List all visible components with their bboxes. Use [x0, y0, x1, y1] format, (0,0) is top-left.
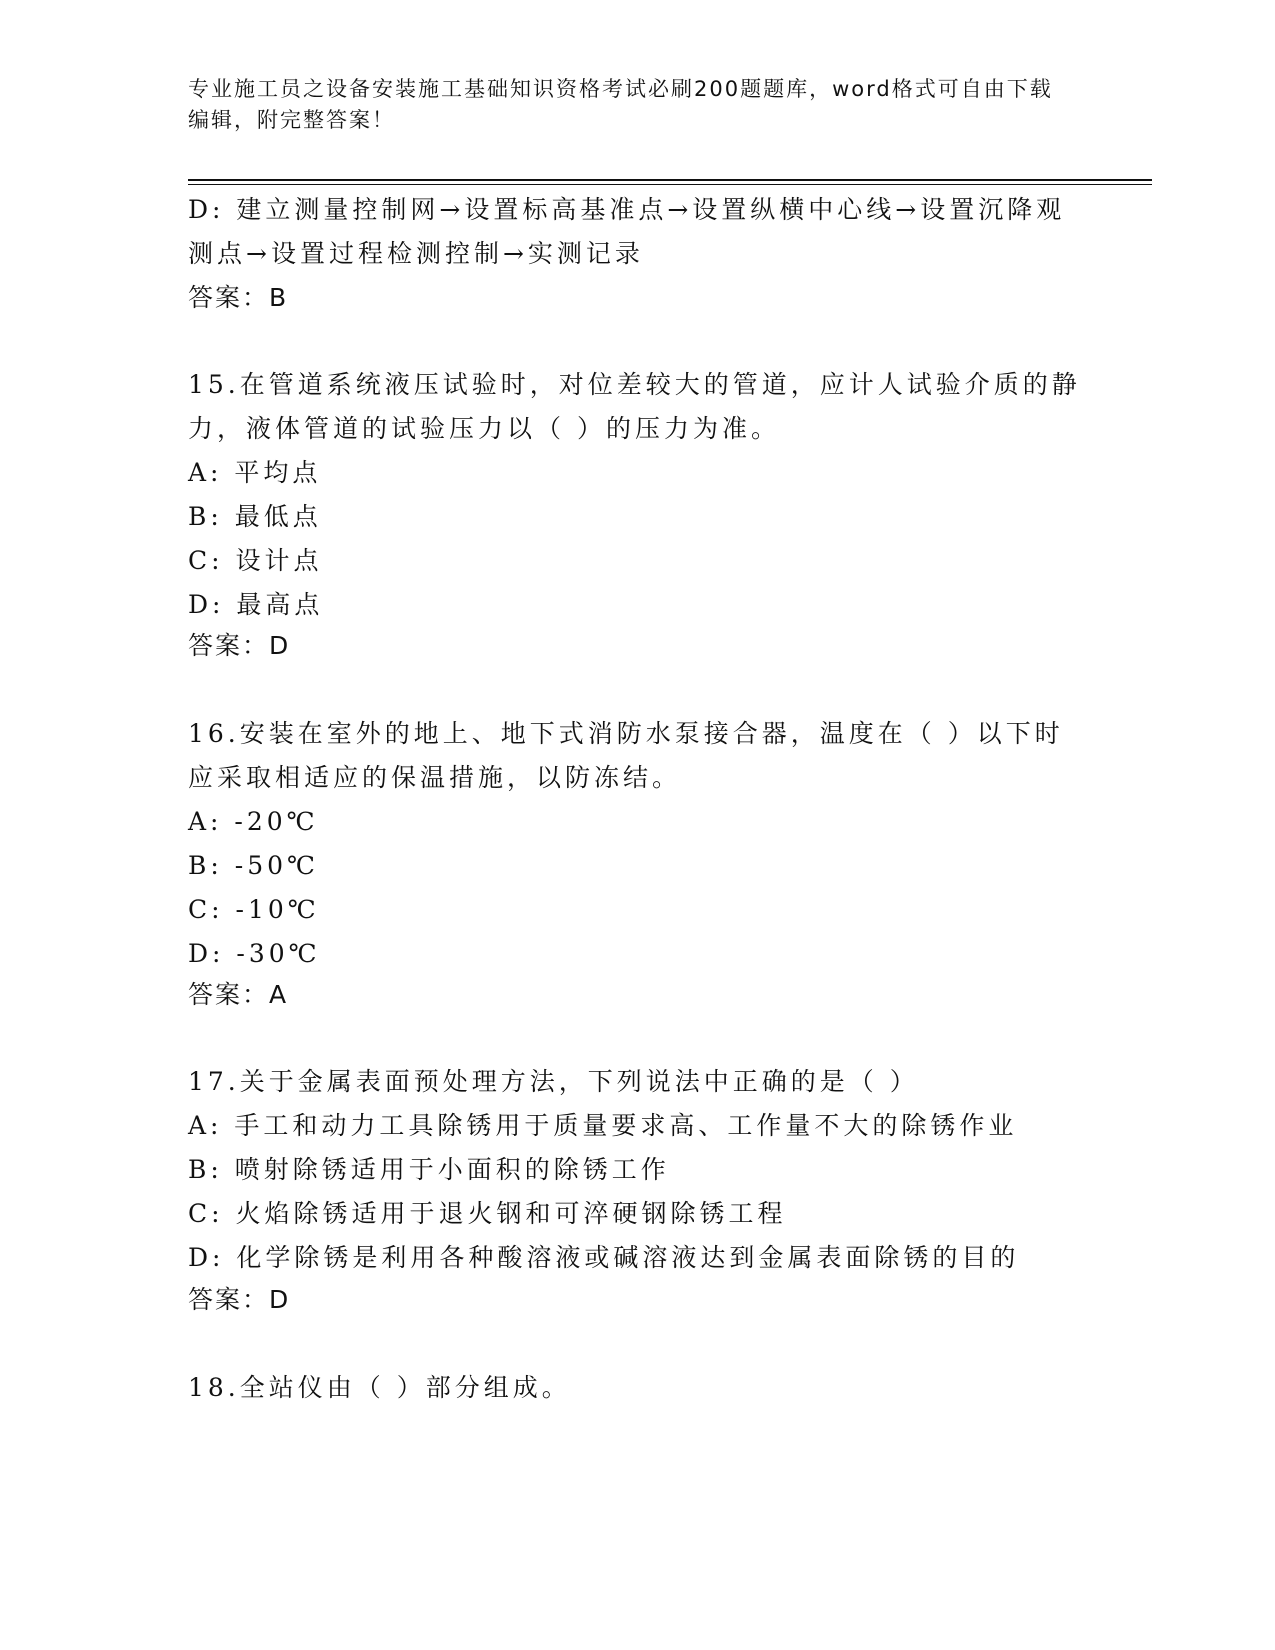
- q17-stem-line1: 17.关于金属表面预处理方法，下列说法中正确的是（ ）: [188, 1067, 919, 1096]
- q15-stem-line2: 力，液体管道的试验压力以（ ）的压力为准。: [188, 414, 780, 443]
- q14-option-d-line2: 测点→设置过程检测控制→实测记录: [188, 239, 644, 268]
- q17-option-b: B: 喷射除锈适用于小面积的除锈工作: [188, 1155, 670, 1184]
- q16-option-a: A: -20℃: [188, 807, 319, 836]
- q17-option-a: A: 手工和动力工具除锈用于质量要求高、工作量不大的除锈作业: [188, 1111, 1018, 1140]
- q16-stem-line1: 16.安装在室外的地上、地下式消防水泵接合器，温度在（ ）以下时: [188, 719, 1064, 748]
- q16-option-d: D: -30℃: [188, 939, 321, 968]
- q15-option-a: A: 平均点: [188, 458, 322, 487]
- document-header: 专业施工员之设备安装施工基础知识资格考试必刷200题题库，word格式可自由下载编辑，附完整答案！: [188, 77, 1053, 132]
- q18-stem-line1: 18.全站仪由（ ）部分组成。: [188, 1373, 571, 1402]
- q16-stem-line2: 应采取相适应的保温措施，以防冻结。: [188, 763, 682, 792]
- q15-option-c: C: 设计点: [188, 546, 323, 575]
- q17-option-c: C: 火焰除锈适用于退火钢和可淬硬钢除锈工程: [188, 1199, 787, 1228]
- header-divider-thick: [188, 179, 1152, 181]
- q15-option-b: B: 最低点: [188, 502, 322, 531]
- q16-option-c: C: -10℃: [188, 895, 320, 924]
- q15-answer: 答案：D: [188, 631, 291, 660]
- q14-option-d-line1: D: 建立测量控制网→设置标高基准点→设置纵横中心线→设置沉降观: [188, 195, 1066, 224]
- q15-option-d: D: 最高点: [188, 590, 324, 619]
- q16-answer: 答案：A: [188, 980, 289, 1009]
- q17-option-d: D: 化学除锈是利用各种酸溶液或碱溶液达到金属表面除锈的目的: [188, 1243, 1020, 1272]
- q16-option-b: B: -50℃: [188, 851, 319, 880]
- q14-answer: 答案：B: [188, 283, 289, 312]
- q15-stem-line1: 15.在管道系统液压试验时，对位差较大的管道，应计人试验介质的静: [188, 370, 1081, 399]
- header-divider-thin: [188, 184, 1152, 185]
- q17-answer: 答案：D: [188, 1285, 291, 1314]
